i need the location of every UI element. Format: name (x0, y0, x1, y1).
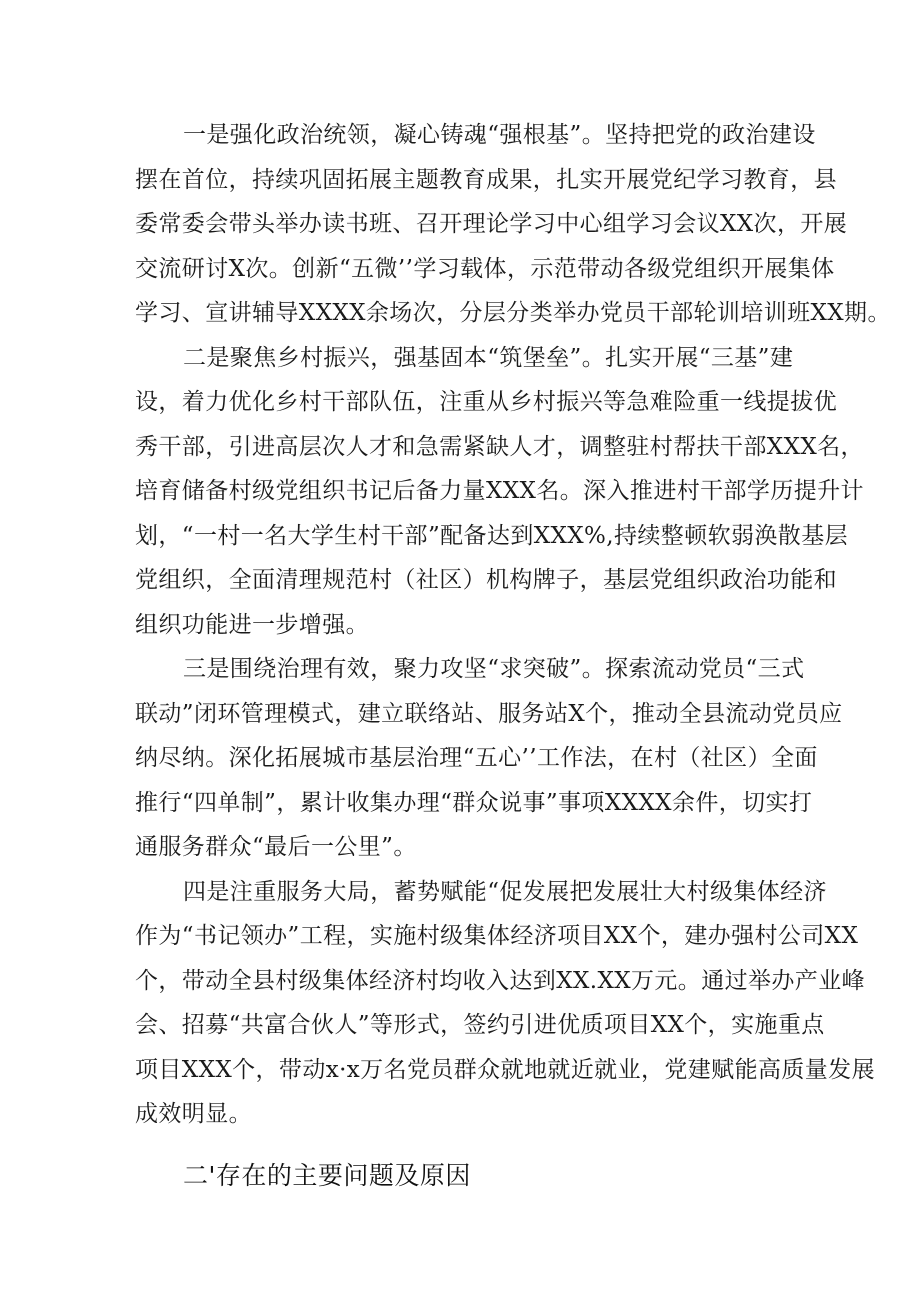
text-line: 会、招募“共富合伙人”等形式，签约引进优质项目XX个，实施重点 (135, 1012, 825, 1038)
text-line: 联动”闭环管理模式，建立联络站、服务站X个，推动全县流动党员应 (135, 700, 843, 727)
text-line: 作为“书记领办”工程，实施村级集体经济项目XX个，建办强村公司XX (135, 923, 859, 949)
text-line: 个，带动全县村级集体经济村均收入达到XX.XX万元。通过举办产业峰 (135, 967, 866, 994)
text-line: 摆在首位，持续巩固拓展主题教育成果，扎实开展党纪学习教育，县 (135, 166, 837, 193)
text-line: 委常委会带头举办读书班、召开理论学习中心组学习会议XX次，开展 (135, 211, 848, 237)
text-line: 项目XXX个，带动x·x万名党员群众就地就近就业，党建赋能高质量发展 (135, 1056, 875, 1083)
text-line: 划，“一村一名大学生村干部”配备达到XXX%,持续整顿软弱涣散基层 (135, 522, 849, 549)
paragraph-political-leadership (135, 113, 891, 336)
text-line: 学习、宣讲辅导XXXX余场次，分层分类举办党员干部轮训培训班XX期。 (135, 300, 891, 326)
text-line: 纳尽纳。深化拓展城市基层治理“五心’’工作法，在村（社区）全面 (135, 745, 818, 771)
paragraph-effective-governance (135, 647, 843, 870)
document-body (135, 113, 891, 1199)
text-line: 一是强化政治统领，凝心铸魂“强根基”。坚持把党的政治建设 (183, 122, 816, 148)
text-line: 推行“四单制”，累计收集办理“群众说事”事项XXXX余件，切实打 (135, 789, 813, 816)
text-line: 党组织，全面清理规范村（社区）机构牌子，基层党组织政治功能和 (135, 567, 837, 593)
text-line: 二是聚焦乡村振兴，强基固本“筑堡垒”。扎实开展“三基”建 (183, 344, 794, 371)
text-line: 成效明显。 (135, 1101, 252, 1127)
text-line: 交流研讨X次。创新“五微’’学习载体，示范带动各级党组织开展集体 (135, 255, 835, 282)
text-line: 设，着力优化乡村干部队伍，注重从乡村振兴等急难险重一线提拔优 (135, 389, 837, 415)
text-line: 四是注重服务大局，蓄势赋能“促发展把发展壮大村级集体经济 (183, 878, 827, 905)
section-heading: 二'存在的主要问题及原因 (183, 1160, 471, 1190)
text-line: 三是围绕治理有效，聚力攻坚“求突破”。探索流动党员“三式 (183, 656, 805, 682)
paragraph-rural-revitalization (135, 336, 864, 648)
text-line: 通服务群众“最后一公里”。 (135, 834, 417, 860)
paragraph-serving-overall-situation (135, 870, 875, 1137)
text-line: 组织功能进一步增强。 (135, 611, 369, 638)
text-line: 培育储备村级党组织书记后备力量XXX名。深入推进村干部学历提升计 (135, 478, 864, 504)
text-line: 秀干部，引进高层次人才和急需紧缺人才，调整驻村帮扶干部XXX名， (135, 433, 864, 460)
